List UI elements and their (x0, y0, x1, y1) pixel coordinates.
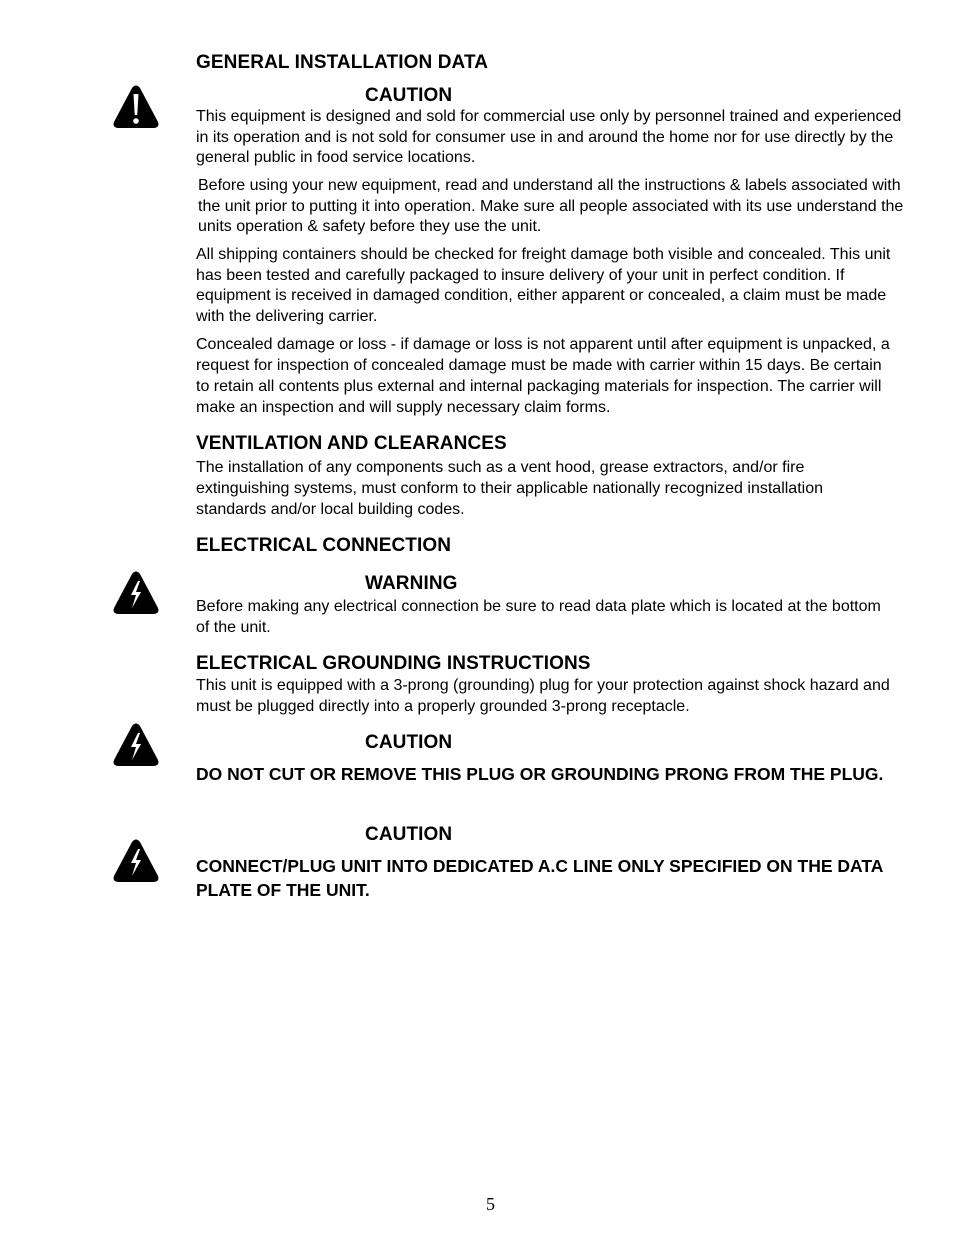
ventilation-paragraph: The installation of any components such as a vent hood, grease extractors, and/or fire extinguishing systems, must conform to their applicable nationally recognized installation standards and/or local building codes. (196, 459, 823, 518)
grounding-paragraph: This unit is equipped with a 3-prong (grounding) plug for your protection against shock hazard and must be plugged directly into a properly grounded 3-prong receptacle. (196, 677, 890, 715)
caution-label: CAUTION (365, 824, 453, 845)
section-heading-ventilation: VENTILATION AND CLEARANCES (196, 433, 507, 454)
section-heading-electrical-connection: ELECTRICAL CONNECTION (196, 535, 452, 556)
electrical-paragraph: Before making any electrical connection be sure to read data plate which is located at the bottom of the unit. (196, 598, 881, 636)
section-heading-general-installation: GENERAL INSTALLATION DATA (196, 52, 489, 73)
exclamation-triangle-icon (112, 84, 160, 132)
caution-plug-text: DO NOT CUT OR REMOVE THIS PLUG OR GROUNDING PRONG FROM THE PLUG. (196, 764, 884, 784)
page-number: 5 (486, 1194, 495, 1214)
section-heading-grounding: ELECTRICAL GROUNDING INSTRUCTIONS (196, 653, 591, 674)
caution-label: CAUTION (365, 732, 453, 753)
general-paragraph-1: This equipment is designed and sold for commercial use only by personnel trained and experienced in its operation and is not sold for consumer use in and around the home nor for use directly by the general public in food service locations. (196, 108, 902, 166)
lightning-triangle-icon (112, 570, 160, 618)
general-paragraph-2: Before using your new equipment, read and understand all the instructions & labels associated with the unit prior to putting it into operation. Make sure all people associated with its use understand the units operation & safety before they use the unit. (198, 177, 904, 235)
caution-dedicated-line-text: CONNECT/PLUG UNIT INTO DEDICATED A.C LINE ONLY SPECIFIED ON THE DATA PLATE OF THE UNIT. (196, 856, 883, 900)
lightning-triangle-icon (112, 838, 160, 886)
general-paragraph-4: Concealed damage or loss - if damage or loss is not apparent until after equipment is unpacked, a request for inspection of concealed damage must be made with carrier within 15 days. Be certain to retain all contents plus external and internal packaging materials for inspection. The carrier will make an inspection and will supply necessary claim forms. (196, 336, 890, 416)
warning-label: WARNING (365, 573, 458, 594)
general-paragraph-3: All shipping containers should be checked for freight damage both visible and concealed. This unit has been tested and carefully packaged to insure delivery of your unit in perfect condition. If equipment is received in damaged condition, either apparent or concealed, a claim must be made with the delivering carrier. (196, 246, 891, 325)
caution-label: CAUTION (365, 85, 453, 106)
lightning-triangle-icon (112, 722, 160, 770)
